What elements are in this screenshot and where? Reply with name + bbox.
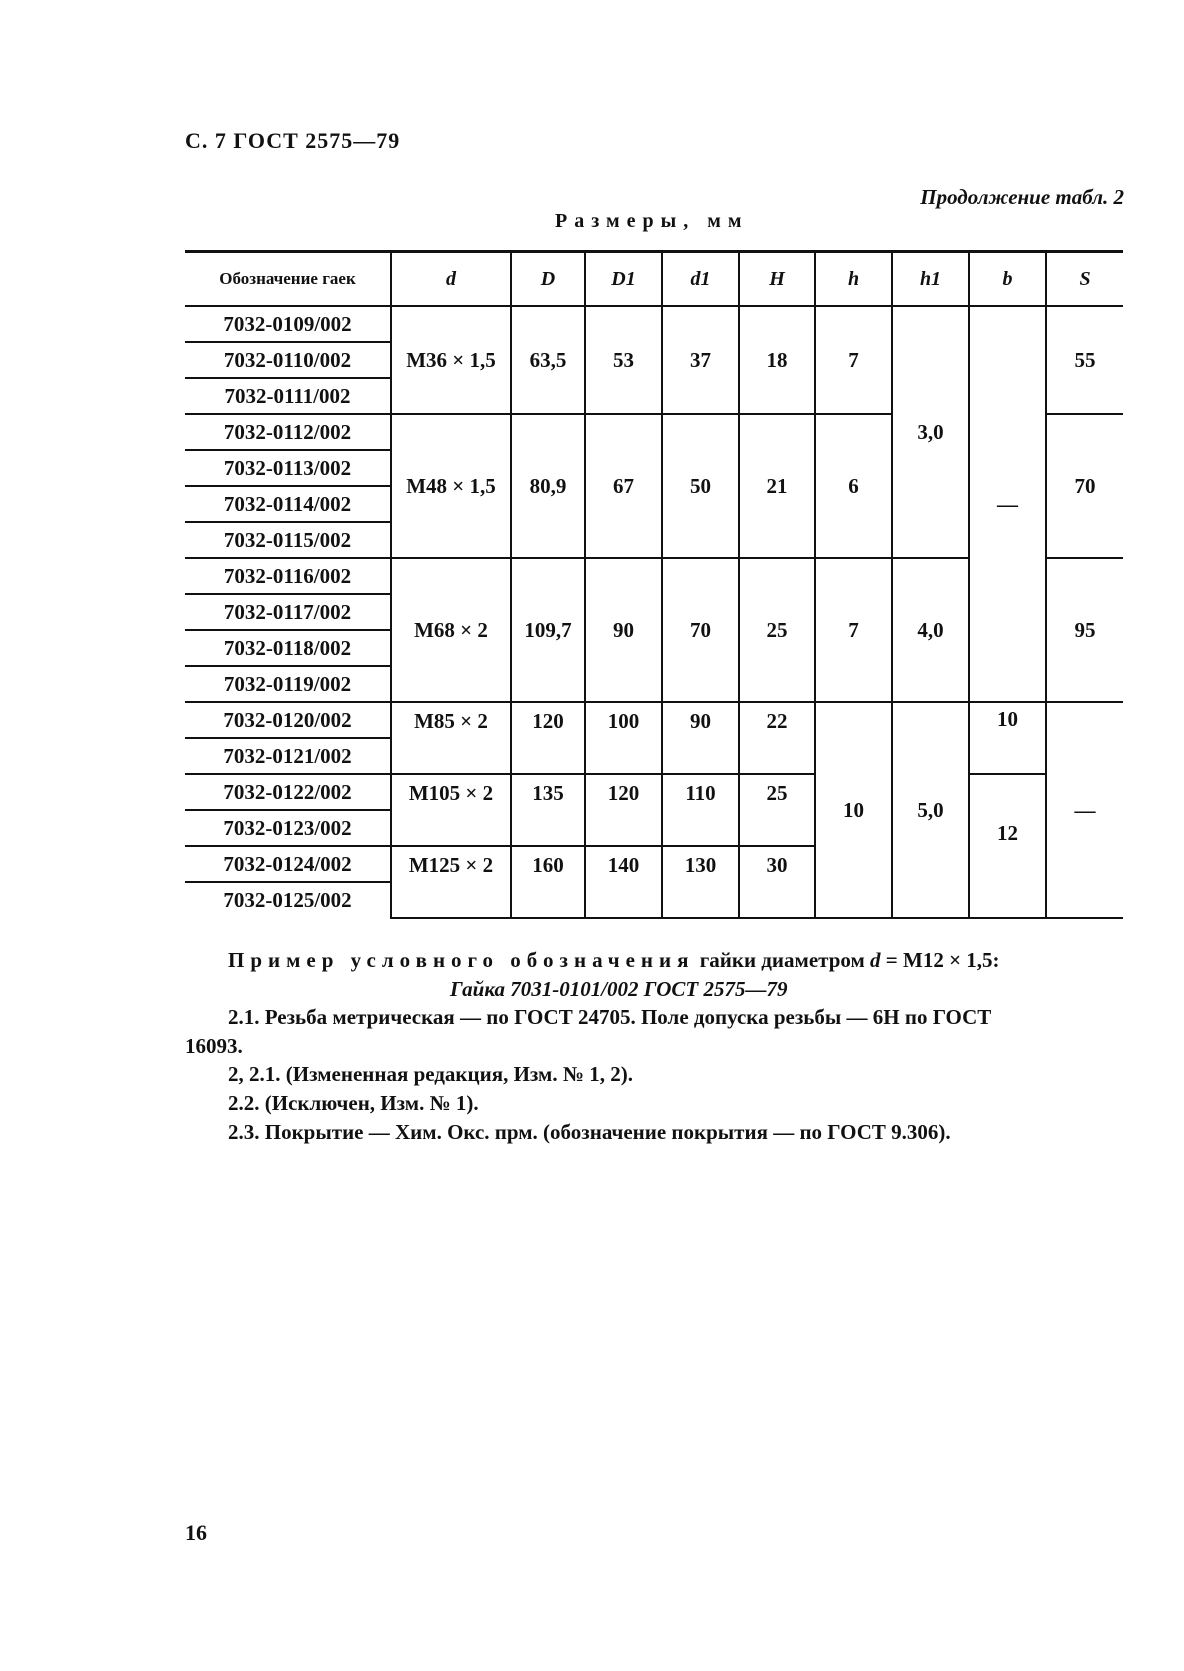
thread-d-cell: M85 × 2 <box>391 702 511 774</box>
D1-cell: 100 <box>585 702 662 774</box>
nut-dimensions-table <box>185 250 1123 919</box>
col-header-D: D <box>511 252 585 307</box>
designation-cell: 7032-0123/002 <box>185 810 391 846</box>
col-header-S: S <box>1046 252 1123 307</box>
D-cell: 63,5 <box>511 306 585 414</box>
example-code: Гайка 7031-0101/002 ГОСТ 2575—79 <box>450 977 788 1001</box>
paragraph-2-1: 2.1. Резьба метрическая — по ГОСТ 24705. Поле допуска резьбы — 6H по ГОСТ <box>228 1005 992 1029</box>
S-cell: 95 <box>1046 558 1123 702</box>
paragraph-2-1-cont: 16093. <box>185 1034 243 1058</box>
designation-cell: 7032-0111/002 <box>185 378 391 414</box>
thread-d-cell: M68 × 2 <box>391 558 511 702</box>
h-cell: 6 <box>815 414 892 558</box>
D-cell: 160 <box>511 846 585 918</box>
designation-cell: 7032-0116/002 <box>185 558 391 594</box>
col-header-h: h <box>815 252 892 307</box>
H-cell: 22 <box>739 702 815 774</box>
designation-cell: 7032-0109/002 <box>185 306 391 342</box>
table-continuation-note: Продолжение табл. 2 <box>920 185 1124 209</box>
H-cell: 25 <box>739 558 815 702</box>
thread-d-cell: M105 × 2 <box>391 774 511 846</box>
designation-cell: 7032-0122/002 <box>185 774 391 810</box>
example-designation-line <box>228 948 1000 973</box>
D-cell: 109,7 <box>511 558 585 702</box>
H-cell: 18 <box>739 306 815 414</box>
H-cell: 25 <box>739 774 815 846</box>
designation-cell: 7032-0121/002 <box>185 738 391 774</box>
b-cell: 10 <box>969 702 1046 774</box>
dimensions-caption: Размеры, мм <box>555 210 749 232</box>
h1-cell: 4,0 <box>892 558 969 702</box>
designation-cell: 7032-0114/002 <box>185 486 391 522</box>
d1-cell: 90 <box>662 702 739 774</box>
col-header-D1: D1 <box>585 252 662 307</box>
D1-cell: 140 <box>585 846 662 918</box>
paragraph-2-2: 2.2. (Исключен, Изм. № 1). <box>228 1091 479 1115</box>
table-row <box>185 306 1123 342</box>
designation-cell: 7032-0118/002 <box>185 630 391 666</box>
example-rest-text: гайки диаметром <box>694 948 871 972</box>
S-cell: 70 <box>1046 414 1123 558</box>
S-cell: — <box>1046 702 1123 918</box>
d1-cell: 130 <box>662 846 739 918</box>
col-header-H: H <box>739 252 815 307</box>
thread-d-cell: M48 × 1,5 <box>391 414 511 558</box>
h1-cell: 5,0 <box>892 702 969 918</box>
designation-cell: 7032-0112/002 <box>185 414 391 450</box>
d1-cell: 50 <box>662 414 739 558</box>
designation-cell: 7032-0117/002 <box>185 594 391 630</box>
col-header-h1: h1 <box>892 252 969 307</box>
table-row <box>185 702 1123 738</box>
page-header: С. 7 ГОСТ 2575—79 <box>185 128 401 153</box>
table-header-row <box>185 252 1123 307</box>
designation-cell: 7032-0115/002 <box>185 522 391 558</box>
thread-d-cell: M36 × 1,5 <box>391 306 511 414</box>
col-header-d: d <box>391 252 511 307</box>
b-cell: 12 <box>969 774 1046 918</box>
designation-cell: 7032-0120/002 <box>185 702 391 738</box>
example-var: d <box>870 948 881 972</box>
paragraph-changes: 2, 2.1. (Измененная редакция, Изм. № 1, 2). <box>228 1062 633 1086</box>
designation-cell: 7032-0113/002 <box>185 450 391 486</box>
thread-d-cell: M125 × 2 <box>391 846 511 918</box>
d1-cell: 70 <box>662 558 739 702</box>
table-row <box>185 774 1123 810</box>
D1-cell: 90 <box>585 558 662 702</box>
designation-cell: 7032-0119/002 <box>185 666 391 702</box>
col-header-b: b <box>969 252 1046 307</box>
d1-cell: 110 <box>662 774 739 846</box>
D1-cell: 67 <box>585 414 662 558</box>
page-number: 16 <box>185 1520 207 1545</box>
h-cell: 7 <box>815 306 892 414</box>
D-cell: 135 <box>511 774 585 846</box>
d1-cell: 37 <box>662 306 739 414</box>
designation-cell: 7032-0110/002 <box>185 342 391 378</box>
h1-cell: 3,0 <box>892 306 969 558</box>
H-cell: 30 <box>739 846 815 918</box>
h-cell: 10 <box>815 702 892 918</box>
D-cell: 80,9 <box>511 414 585 558</box>
b-cell: — <box>969 306 1046 702</box>
designation-cell: 7032-0125/002 <box>185 882 391 918</box>
D-cell: 120 <box>511 702 585 774</box>
D1-cell: 120 <box>585 774 662 846</box>
example-spaced-text: Пример условного обозначения <box>228 948 695 972</box>
col-header-designation: Обозначение гаек <box>185 252 391 307</box>
example-value: = M12 × 1,5: <box>880 948 1000 972</box>
paragraph-2-3: 2.3. Покрытие — Хим. Окс. прм. (обозначение покрытия — по ГОСТ 9.306). <box>228 1120 951 1144</box>
D1-cell: 53 <box>585 306 662 414</box>
H-cell: 21 <box>739 414 815 558</box>
col-header-d1: d1 <box>662 252 739 307</box>
S-cell: 55 <box>1046 306 1123 414</box>
h-cell: 7 <box>815 558 892 702</box>
designation-cell: 7032-0124/002 <box>185 846 391 882</box>
